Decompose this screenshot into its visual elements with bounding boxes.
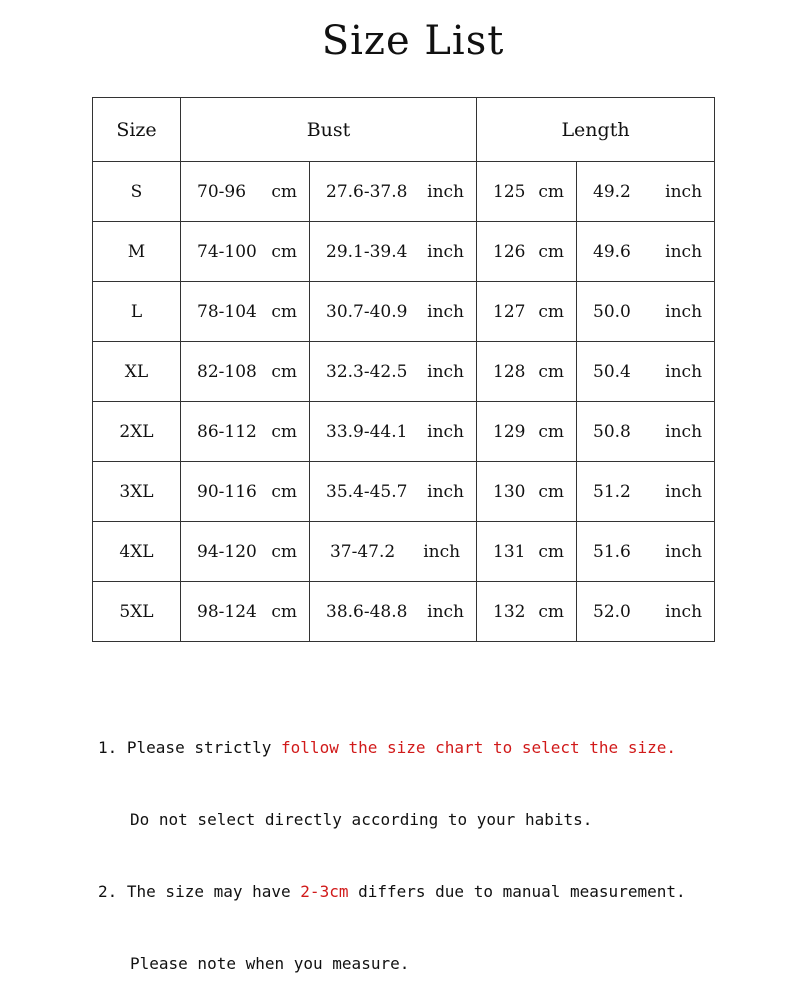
unit-inch: inch: [665, 481, 703, 502]
header-size: Size: [93, 98, 181, 162]
size-cell: [93, 522, 181, 582]
bust-cm-cell: [181, 462, 310, 522]
bust-cm-cell: [181, 582, 310, 642]
bust-inch-cell: [310, 402, 477, 462]
length-inch-cell: [577, 342, 715, 402]
table-row: [93, 402, 715, 462]
bust-cm-value: 78-104: [197, 301, 257, 322]
length-cm-value: 129: [493, 421, 526, 442]
table-row: [93, 222, 715, 282]
bust-inch-value: 27.6-37.8: [326, 181, 408, 202]
table-row: [93, 282, 715, 342]
length-cm-cell: [477, 402, 577, 462]
bust-cm-cell: [181, 402, 310, 462]
unit-inch: inch: [665, 181, 703, 202]
length-cm-cell: [477, 342, 577, 402]
unit-inch: inch: [665, 601, 703, 622]
size-label: 4XL: [119, 541, 154, 562]
bust-inch-value: 33.9-44.1: [326, 421, 408, 442]
length-cm-cell: [477, 222, 577, 282]
length-inch-value: 50.4: [593, 361, 631, 382]
length-cm-value: 126: [493, 241, 526, 262]
bust-cm-value: 94-120: [197, 541, 257, 562]
unit-inch: inch: [423, 541, 461, 562]
unit-inch: inch: [665, 541, 703, 562]
table-header-row: [93, 98, 715, 162]
length-inch-cell: [577, 222, 715, 282]
bust-inch-cell: [310, 162, 477, 222]
size-chart-table: [92, 97, 715, 642]
size-cell: [93, 402, 181, 462]
unit-cm: cm: [538, 481, 564, 502]
length-cm-cell: [477, 522, 577, 582]
unit-inch: inch: [665, 421, 703, 442]
size-cell: [93, 222, 181, 282]
size-cell: [93, 282, 181, 342]
note-2-text: 2. The size may have: [98, 882, 301, 901]
bust-cm-cell: [181, 222, 310, 282]
bust-inch-value: 38.6-48.8: [326, 601, 408, 622]
table-row: [93, 582, 715, 642]
bust-inch-cell: [310, 462, 477, 522]
unit-cm: cm: [271, 241, 297, 262]
bust-cm-cell: [181, 162, 310, 222]
length-inch-value: 50.0: [593, 301, 631, 322]
unit-cm: cm: [271, 601, 297, 622]
unit-inch: inch: [665, 241, 703, 262]
table-row: [93, 522, 715, 582]
unit-cm: cm: [538, 241, 564, 262]
bust-inch-value: 35.4-45.7: [326, 481, 408, 502]
bust-inch-cell: [310, 222, 477, 282]
bust-inch-cell: [310, 342, 477, 402]
bust-inch-cell: [310, 282, 477, 342]
length-cm-value: 127: [493, 301, 526, 322]
bust-inch-cell: [310, 522, 477, 582]
unit-cm: cm: [271, 361, 297, 382]
unit-inch: inch: [427, 601, 464, 622]
unit-cm: cm: [271, 181, 297, 202]
table-row: [93, 462, 715, 522]
bust-inch-value: 30.7-40.9: [326, 301, 408, 322]
note-2-line-2: Please note when you measure.: [130, 954, 410, 973]
unit-cm: cm: [271, 421, 297, 442]
length-cm-value: 130: [493, 481, 526, 502]
size-cell: [93, 582, 181, 642]
unit-cm: cm: [271, 481, 297, 502]
note-1-line-2: Do not select directly according to your habits.: [130, 810, 593, 829]
unit-cm: cm: [538, 601, 564, 622]
bust-inch-value: 29.1-39.4: [326, 241, 408, 262]
length-inch-cell: [577, 582, 715, 642]
length-inch-cell: [577, 522, 715, 582]
length-cm-value: 125: [493, 181, 526, 202]
length-cm-value: 128: [493, 361, 526, 382]
length-inch-cell: [577, 462, 715, 522]
unit-cm: cm: [538, 421, 564, 442]
size-label: 5XL: [119, 601, 154, 622]
note-1: [98, 736, 686, 760]
table-row: [93, 162, 715, 222]
header-bust: Bust: [181, 98, 477, 162]
length-inch-value: 51.2: [593, 481, 631, 502]
size-cell: [93, 162, 181, 222]
unit-inch: inch: [665, 301, 703, 322]
length-inch-value: 49.2: [593, 181, 631, 202]
length-cm-cell: [477, 162, 577, 222]
size-notes: [98, 688, 686, 1000]
size-label: 3XL: [119, 481, 154, 502]
bust-cm-value: 98-124: [197, 601, 257, 622]
unit-inch: inch: [427, 481, 464, 502]
size-cell: [93, 462, 181, 522]
unit-inch: inch: [427, 181, 464, 202]
length-inch-value: 50.8: [593, 421, 631, 442]
size-label: 2XL: [119, 421, 154, 442]
bust-cm-cell: [181, 522, 310, 582]
bust-cm-value: 74-100: [197, 241, 257, 262]
length-inch-cell: [577, 402, 715, 462]
bust-cm-value: 90-116: [197, 481, 257, 502]
bust-cm-cell: [181, 342, 310, 402]
size-label: S: [130, 181, 143, 202]
page-title: Size List: [321, 18, 505, 64]
bust-cm-cell: [181, 282, 310, 342]
length-cm-value: 131: [493, 541, 526, 562]
size-cell: [93, 342, 181, 402]
size-label: L: [130, 301, 143, 322]
length-inch-value: 51.6: [593, 541, 631, 562]
unit-cm: cm: [271, 301, 297, 322]
unit-inch: inch: [427, 361, 464, 382]
bust-cm-value: 82-108: [197, 361, 257, 382]
note-2-suffix: differs due to manual measurement.: [348, 882, 686, 901]
length-cm-cell: [477, 282, 577, 342]
unit-inch: inch: [665, 361, 703, 382]
note-2: [98, 880, 686, 904]
unit-cm: cm: [538, 181, 564, 202]
length-inch-value: 52.0: [593, 601, 631, 622]
length-inch-cell: [577, 162, 715, 222]
length-cm-cell: [477, 462, 577, 522]
unit-cm: cm: [538, 541, 564, 562]
length-cm-cell: [477, 582, 577, 642]
note-1-text: 1. Please strictly: [98, 738, 282, 757]
header-length: Length: [477, 98, 715, 162]
length-cm-value: 132: [493, 601, 526, 622]
unit-cm: cm: [271, 541, 297, 562]
length-inch-value: 49.6: [593, 241, 631, 262]
bust-inch-cell: [310, 582, 477, 642]
bust-cm-value: 86-112: [197, 421, 257, 442]
size-label: XL: [124, 361, 149, 382]
note-1-highlight: follow the size chart to select the size.: [281, 738, 676, 757]
note-2-highlight: 2-3cm: [300, 882, 349, 901]
size-label: M: [127, 241, 146, 262]
table-row: [93, 342, 715, 402]
bust-cm-value: 70-96: [197, 181, 247, 202]
bust-inch-value: 37-47.2: [329, 541, 396, 562]
unit-inch: inch: [427, 421, 464, 442]
bust-inch-value: 32.3-42.5: [326, 361, 408, 382]
unit-inch: inch: [427, 241, 464, 262]
unit-cm: cm: [538, 301, 564, 322]
length-inch-cell: [577, 282, 715, 342]
unit-inch: inch: [427, 301, 464, 322]
unit-cm: cm: [538, 361, 564, 382]
